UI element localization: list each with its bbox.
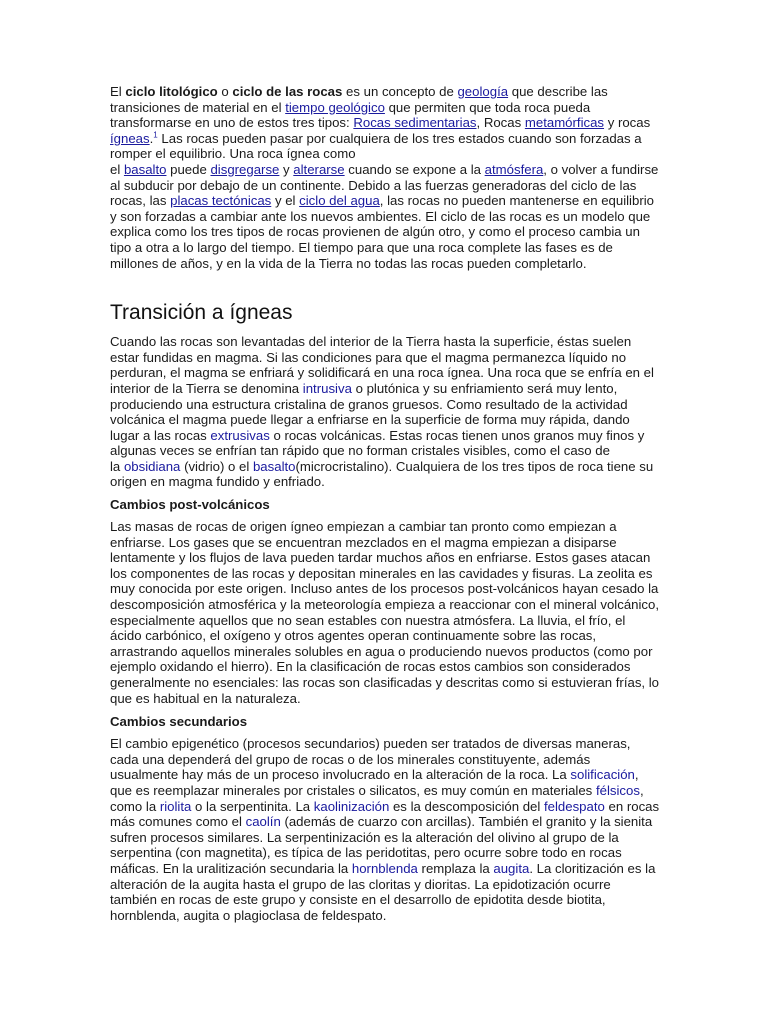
text-run: en rocas más comunes como el	[110, 798, 660, 830]
link-augita[interactable]: augita	[493, 860, 530, 876]
link-alterarse[interactable]: alterarse	[293, 161, 345, 177]
text-run: , o volver a fundirse al subducir por debajo de un continente. Debido a las fuerzas generadoras del ciclo de las rocas, las	[110, 161, 659, 209]
link-ciclo-del-agua[interactable]: ciclo del agua	[299, 193, 380, 209]
link-atmósfera[interactable]: atmósfera	[484, 161, 544, 177]
link-intrusiva[interactable]: intrusiva	[302, 380, 352, 396]
text-run: Cuando las rocas son levantadas del interior de la Tierra hasta la superficie, éstas suelen estar fundidas en magma. Si las condiciones para que el magma permanezca líquido no perduran, el magma se enfriará y solidificará en una roca ígnea. Una roca que se enfría en el interior de la Tierra se denomina	[110, 334, 654, 396]
link-metamórficas[interactable]: metamórficas	[524, 115, 605, 131]
text-run: El	[110, 84, 126, 99]
link-riolita[interactable]: riolita	[159, 798, 192, 814]
link-ígneas[interactable]: ígneas	[110, 130, 150, 146]
text-run: remplaza la	[417, 860, 494, 876]
text-run: El cambio epigenético (procesos secundarios) pueden ser tratados de diversas maneras, cada una dependerá del grupo de rocas o de los minerales constituyente, además usualmente hay más de un proceso involucrado en la alteración de la roca. La	[110, 736, 631, 783]
text-run: o rocas volcánicas. Estas rocas tienen unos granos muy finos y algunas veces se enfrían tan rápido que no forman cristales visibles, como el caso de	[110, 427, 645, 459]
text-run: , que es reemplazar minerales por cristales o silicatos, es muy común en materiales	[110, 767, 639, 798]
text-run: el	[110, 161, 124, 177]
text-run: (microcristalino). Cualquiera de los tres tipos de roca tiene su origen en magma fundido y enfriado.	[110, 458, 654, 490]
link-feldespato[interactable]: feldespato	[543, 798, 605, 814]
link-geología[interactable]: geología	[457, 84, 509, 99]
text-run: , Rocas	[476, 115, 525, 131]
text-run: . La cloritización es la alteración de la augita hasta el grupo de las cloritas y dioritas. La epidotización ocurre también en rocas de este grupo y consiste en el desarrollo de epidotita desde biotita, hornblenda, augita o plagioclasa de feldespato.	[110, 860, 656, 923]
link-extrusivas[interactable]: extrusivas	[210, 427, 270, 443]
intro-paragraph	[110, 84, 660, 271]
text-run: cuando se expone a la	[344, 161, 485, 177]
link-obsidiana[interactable]: obsidiana	[123, 458, 181, 474]
bold-term: ciclo litológico	[125, 84, 218, 99]
paragraph-igneas	[110, 334, 660, 490]
heading-transicion-igneas: Transición a ígneas	[110, 301, 293, 325]
link-basalto[interactable]: basalto	[252, 458, 296, 474]
link-tiempo-geológico[interactable]: tiempo geológico	[285, 99, 385, 115]
text-run: , las rocas no pueden mantenerse en equilibrio y son forzadas a cambiar ante los nuevos ambientes. El ciclo de las rocas es un modelo que explica como los tres tipos de rocas provienen de algún otro, y como el proceso cambia un tipo a otra a lo largo del tiempo. El tiempo para que una roca complete las fases es de millones de años, y en la vida de la Tierra no todas las rocas pueden completarlo.	[110, 193, 654, 271]
paragraph-secundarios	[110, 736, 660, 923]
text-run: y el	[271, 193, 300, 209]
text-run: (además de cuarzo con arcillas). También el granito y la sienita sufren procesos similares. La serpentinización es la alteración del olivino al grupo de la serpentina (con magnetita), es típica de las peridotitas, pero ocurre sobre todo en rocas máficas. En la uralitización secundaria la	[110, 814, 653, 876]
text-run: , como la	[110, 782, 644, 814]
text-run: que describe las transiciones de material en el	[110, 84, 608, 115]
text-run: puede	[166, 161, 211, 177]
link-disgregarse[interactable]: disgregarse	[210, 161, 280, 177]
footnote-reference[interactable]: 1	[153, 130, 158, 140]
paragraph-post-volcanicos	[110, 519, 660, 706]
article-body	[110, 84, 660, 923]
link-félsicos[interactable]: félsicos	[595, 782, 640, 798]
text-run: o plutónica y su enfriamiento será muy lento, produciendo una estructura cristalina de granos gruesos. Como resultado de la actividad volcánica el magma puede llegar a enfriarse en la superficie de forma muy rápida, dando lugar a las rocas	[110, 380, 630, 443]
text-run: Las rocas pueden pasar por cualquiera de los tres estados cuando son forzadas a romper el equilibrio. Una roca ígnea como	[110, 130, 642, 162]
text-run: o	[217, 84, 233, 99]
link-rocas-sedimentarias[interactable]: Rocas sedimentarias	[353, 115, 477, 131]
text-run: la	[110, 458, 124, 474]
text-run: y	[279, 161, 294, 177]
heading-cambios-post-volcanicos: Cambios post-volcánicos	[110, 497, 270, 513]
link-hornblenda[interactable]: hornblenda	[351, 860, 418, 876]
text-run: (vidrio) o el	[180, 458, 253, 474]
text-run: y rocas	[604, 115, 651, 131]
link-placas-tectónicas[interactable]: placas tectónicas	[170, 193, 272, 209]
text-run: .	[149, 130, 154, 146]
text-run: es la descomposición del	[389, 798, 544, 814]
text-run: Las masas de rocas de origen ígneo empiezan a cambiar tan pronto como empiezan a enfriarse. Los gases que se encuentran mezclados en el magma empiezan a disiparse lentamente y los flujos de lava pueden tardar muchos años en enfriarse. Estos gases atacan los componentes de las rocas y depositan minerales en las cavidades y fisuras. La zeolita es muy conocida por este origen. Incluso antes de los procesos post-volcánicos hayan cesado la descomposición atmosférica y la meteorología empieza a reaccionar con el mineral volcánico, especialmente aquellos que no sean estables con nuestra atmósfera. La lluvia, el frío, el ácido carbónico, el oxígeno y otros agentes operan continuamente sobre las rocas, arrastrando aquellos minerales solubles en agua o produciendo nuevos productos (como por ejemplo oxidando el hierro). En la clasificación de rocas estos cambios son considerados generalmente no esenciales: las rocas son clasificadas y descritas como si estuvieran frías, lo que es habitual en la naturaleza.	[110, 519, 660, 706]
text-run: que permiten que toda roca pueda transformarse en uno de estos tres tipos:	[110, 99, 591, 131]
link-kaolinización[interactable]: kaolinización	[313, 798, 390, 814]
heading-cambios-secundarios: Cambios secundarios	[110, 714, 248, 730]
text-run: es un concepto de	[342, 84, 458, 99]
bold-term: ciclo de las rocas	[232, 84, 343, 99]
link-solificación[interactable]: solificación	[570, 767, 635, 783]
text-run: o la serpentinita. La	[191, 798, 314, 814]
link-caolín[interactable]: caolín	[245, 814, 281, 830]
link-basalto[interactable]: basalto	[123, 161, 167, 177]
